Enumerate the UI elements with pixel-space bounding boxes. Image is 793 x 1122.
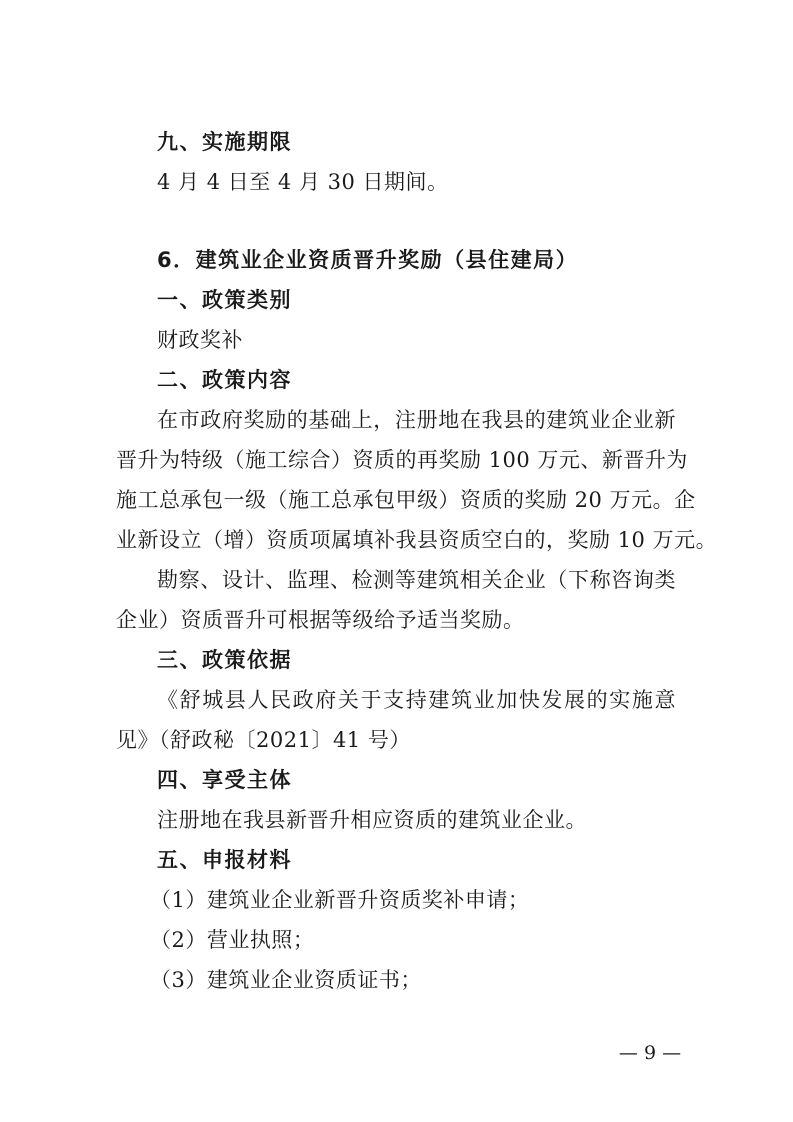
material-list-item: （3）建筑业企业资质证书； [150, 968, 422, 992]
policy-category-value: 财政奖补 [157, 328, 243, 352]
policy-content-line: 业新设立（增）资质项属填补我县资质空白的，奖励 10 万元。 [116, 528, 718, 552]
section-heading-implementation-period: 九、实施期限 [157, 130, 292, 154]
policy-basis-line: 《舒城县人民政府关于支持建筑业加快发展的实施意 [157, 688, 676, 712]
section-heading-policy-basis: 三、政策依据 [157, 648, 292, 672]
material-list-item: （2）营业执照； [150, 928, 315, 952]
page-number: — 9 — [618, 1042, 682, 1064]
policy-content-line: 企业）资质晋升可根据等级给予适当奖励。 [116, 608, 525, 632]
section-heading-policy-category: 一、政策类别 [157, 288, 292, 312]
section-heading-eligible-subject: 四、享受主体 [157, 768, 292, 792]
section-heading-application-materials: 五、申报材料 [157, 848, 292, 872]
policy-content-line: 晋升为特级（施工综合）资质的再奖励 100 万元、新晋升为 [116, 448, 688, 472]
policy-basis-line: 见》（舒政秘〔2021〕41 号） [116, 728, 411, 752]
section-heading-policy-content: 二、政策内容 [157, 368, 292, 392]
implementation-period-text: 4 月 4 日至 4 月 30 日期间。 [157, 170, 449, 194]
policy-content-line: 施工总承包一级（施工总承包甲级）资质的奖励 20 万元。企 [116, 488, 696, 512]
material-list-item: （1）建筑业企业新晋升资质奖补申请； [150, 888, 530, 912]
policy-title: 6．建筑业企业资质晋升奖励（县住建局） [157, 248, 579, 272]
eligible-subject-value: 注册地在我县新晋升相应资质的建筑业企业。 [157, 808, 587, 832]
policy-content-line: 勘察、设计、监理、检测等建筑相关企业（下称咨询类 [157, 568, 676, 592]
policy-content-line: 在市政府奖励的基础上，注册地在我县的建筑业企业新 [157, 408, 676, 432]
